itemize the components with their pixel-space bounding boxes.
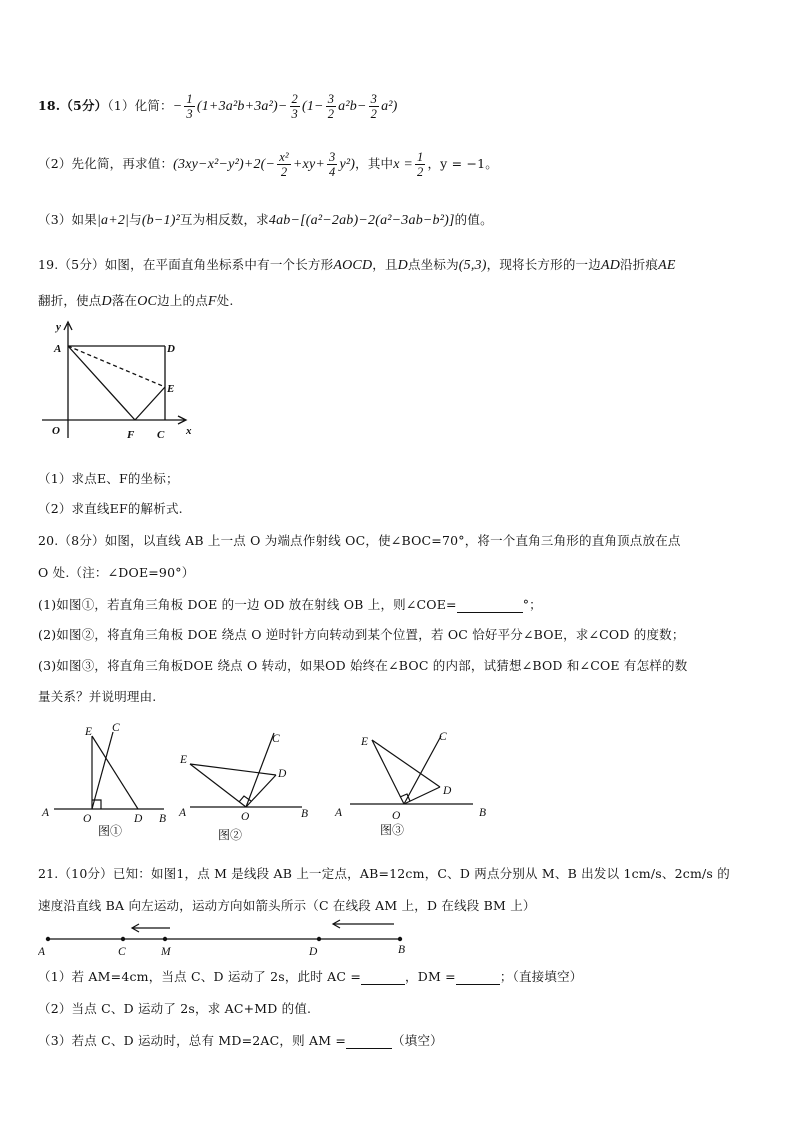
label-c: C [157, 429, 165, 441]
fig3-oc [404, 736, 441, 804]
q18-p2-y: ，y = −1。 [427, 156, 498, 171]
q18-part3 [38, 210, 493, 229]
fold-ae [68, 346, 165, 387]
q19-text-e: ，现将长方形的一边 [486, 257, 601, 272]
point-m [163, 937, 167, 941]
q21-sub1-b: ，DM = [405, 969, 456, 984]
fig2-caption: 图② [218, 828, 243, 842]
label-e: E [167, 383, 175, 395]
q18-frac4-num: 3 [370, 92, 378, 106]
q18-p2-x: x = [393, 157, 414, 172]
label-d: D [309, 946, 318, 958]
q18-frac1-num: 1 [186, 92, 193, 106]
q19-figure [40, 318, 210, 448]
fig1-label-o: O [83, 813, 92, 825]
q21-sub3-a: （3）若点 C、D 运动时，总有 MD=2AC，则 AM = [38, 1033, 347, 1048]
q20-line2: O 处.（注：∠DOE=90°） [38, 565, 195, 580]
fig2-label-d: D [278, 768, 287, 780]
q18-part2 [38, 150, 498, 179]
q18-p2-xval [415, 150, 425, 179]
q18-frac3-den: 2 [327, 107, 335, 121]
q18-frac1 [184, 92, 194, 121]
q19-l2-c: 边上的点 [157, 293, 208, 308]
q21-figure [38, 917, 418, 959]
q21-sub1-c: ；（直接填空） [499, 969, 583, 984]
q21-sub3 [38, 1031, 443, 1049]
fig1-caption: 图① [98, 824, 123, 838]
q18-p2-label: （2）先化简，再求值： [38, 156, 174, 171]
q18-frac3 [326, 92, 336, 121]
fig3-od [404, 787, 440, 804]
q20-figures [38, 718, 508, 846]
q18-p3-abs: |a+2| [96, 213, 130, 228]
fig3-label-a: A [335, 807, 343, 819]
q18-frac4 [369, 92, 379, 121]
q19-l2-d: D [101, 294, 112, 309]
q18-p2-cond: ，其中 [355, 156, 394, 171]
label-a: A [38, 946, 46, 958]
label-y: y [56, 321, 61, 333]
fig2-label-b: B [301, 808, 309, 820]
q18-p2-xval-num: 1 [417, 150, 424, 164]
label-f: F [127, 429, 135, 441]
q18-expr-a: (1+3a²b+3a²) [196, 99, 278, 114]
q18-expr-b2: a²b− [338, 99, 367, 114]
fig3-ed [372, 740, 440, 787]
fig2-label-o: O [241, 811, 250, 823]
q18-frac2 [290, 92, 300, 121]
segment-af [68, 346, 135, 420]
q18-p1-label: （1）化简： [107, 98, 173, 113]
q18-p1-minus2: − [277, 99, 288, 114]
fig2-label-c: C [272, 733, 280, 745]
q19-text-a: 19.（5分）如图，在平面直角坐标系中有一个长方形 [38, 257, 334, 272]
q18-p2-frac1-den: 2 [280, 165, 288, 179]
fig3-label-e: E [361, 736, 369, 748]
answer-blank-dm [456, 969, 500, 985]
fig1-ed [92, 736, 138, 809]
q18-p3-text2: 与 [129, 212, 142, 227]
segment-fe [135, 387, 165, 420]
q20-line4: (2)如图②，将直角三角板 DOE 绕点 O 逆时针方向转动到某个位置，若 OC 恰好平分∠BOE，求∠COD 的度数； [38, 627, 685, 642]
q18-p2-frac2 [327, 150, 337, 179]
q18-number: 18.（5分） [38, 98, 108, 113]
fig1-label-b: B [159, 813, 167, 825]
label-a: A [54, 343, 62, 355]
q18-p2-xval-den: 2 [417, 165, 424, 179]
q19-text-c: 点坐标为 [407, 257, 459, 272]
q18-p2-frac2-num: 3 [329, 150, 336, 164]
q21-sub2: （2）当点 C、D 运动了 2s，求 AC+MD 的值. [38, 1001, 312, 1016]
fig1-label-d: D [134, 813, 143, 825]
q18-p2-frac2-den: 4 [329, 165, 336, 179]
q18-p3-sq: (b−1)² [141, 213, 180, 228]
fig1-label-e: E [85, 726, 93, 738]
q18-p2-expr2: +xy+ [292, 157, 326, 172]
q18-p1-minus: − [172, 99, 183, 114]
q18-p2-frac1-num: x² [279, 150, 289, 164]
q19-coord: (5,3) [458, 258, 487, 273]
fig3-label-b: B [479, 807, 487, 819]
q20-line1: 20.（8分）如图，以直线 AB 上一点 O 为端点作射线 OC，使∠BOC=70°，将一个直角三角形的直角顶点放在点 [38, 533, 681, 548]
q19-l2-a: 翻折，使点 [38, 293, 102, 308]
q19-line1 [38, 255, 676, 274]
q21-sub1-a: （1）若 AM=4cm，当点 C、D 运动了 2s，此时 AC = [38, 969, 362, 984]
label-b: B [398, 944, 406, 956]
fig2-label-e: E [180, 754, 188, 766]
q18-p3-text1: （3）如果 [38, 212, 97, 227]
q18-p3-text3: 互为相反数，求 [179, 212, 269, 227]
q18-p3-text4: 的值。 [454, 212, 493, 227]
q19-point-d: D [397, 258, 408, 273]
q19-l2-b: 落在 [111, 293, 138, 308]
q19-crease-ae: AE [658, 258, 676, 273]
label-d: D [167, 343, 175, 355]
q21-line1: 21.（10分）已知：如图1，点 M 是线段 AB 上一定点，AB=12cm，C、D 两点分别从 M、B 出发以 1cm/s、2cm/s 的 [38, 866, 730, 881]
fig1-label-c: C [112, 722, 120, 734]
fig2-oc [246, 733, 274, 807]
q20-line3 [38, 595, 542, 613]
q21-line2: 速度沿直线 BA 向左运动，运动方向如箭头所示（C 在线段 AM 上，D 在线段 BM 上） [38, 898, 536, 913]
answer-blank [457, 597, 523, 613]
label-m: M [161, 946, 171, 958]
q18-frac1-den: 3 [186, 107, 193, 121]
fig3-label-c: C [439, 731, 447, 743]
answer-blank-ac [361, 969, 405, 985]
fig2-label-a: A [179, 807, 187, 819]
label-c: C [118, 946, 126, 958]
q19-rect-name: AOCD [333, 258, 373, 273]
q19-l2-f: F [207, 294, 217, 309]
label-x: x [186, 425, 192, 437]
fig1-label-a: A [42, 807, 50, 819]
fig2-od [246, 775, 276, 807]
q19-side-ad: AD [600, 258, 620, 273]
fig1-oc [92, 732, 113, 809]
q18-frac2-num: 2 [291, 92, 298, 106]
q18-p2-expr1: (3xy−x²−y²)+2(− [173, 157, 276, 172]
fig3-label-d: D [443, 785, 452, 797]
q18-part1 [38, 92, 398, 121]
answer-blank-am [346, 1033, 392, 1049]
q20-line5: (3)如图③，将直角三角板DOE 绕点 O 转动，如果OD 始终在∠BOC 的内部，试猜想∠BOD 和∠COE 有怎样的数 [38, 658, 688, 673]
point-d [317, 937, 321, 941]
q18-expr-b3: a²) [381, 99, 398, 114]
fig3-oe [372, 740, 404, 804]
point-a [46, 937, 50, 941]
q19-l2-oc: OC [137, 294, 158, 309]
q18-p3-expr: 4ab−[(a²−2ab)−2(a²−3ab−b²)] [268, 213, 455, 228]
q18-frac2-den: 3 [291, 107, 298, 121]
q20-l3-b: °； [522, 597, 542, 612]
point-b [398, 937, 402, 941]
fig3-caption: 图③ [380, 823, 405, 837]
q18-p2-expr3: y²) [339, 157, 356, 172]
q19-sub1: （1）求点E、F的坐标； [38, 471, 179, 486]
q19-line2 [38, 291, 234, 310]
q18-frac3-num: 3 [327, 92, 335, 106]
point-c [121, 937, 125, 941]
q21-sub1 [38, 967, 582, 985]
q19-sub2: （2）求直线EF的解析式. [38, 501, 183, 516]
q21-sub3-b: （填空） [392, 1033, 443, 1048]
q20-l3-a: (1)如图①，若直角三角板 DOE 的一边 OD 放在射线 OB 上，则∠COE= [38, 597, 457, 612]
q19-text-f: 沿折痕 [620, 257, 659, 272]
label-o: O [52, 425, 60, 437]
q18-frac4-den: 2 [370, 107, 378, 121]
q19-text-b: ，且 [372, 257, 398, 272]
q18-expr-b1: (1− [302, 99, 324, 114]
q18-p2-frac1 [277, 150, 291, 179]
q20-line6: 量关系？并说明理由. [38, 689, 157, 704]
fig3-label-o: O [392, 810, 401, 822]
q19-l2-end: 处. [216, 293, 234, 308]
